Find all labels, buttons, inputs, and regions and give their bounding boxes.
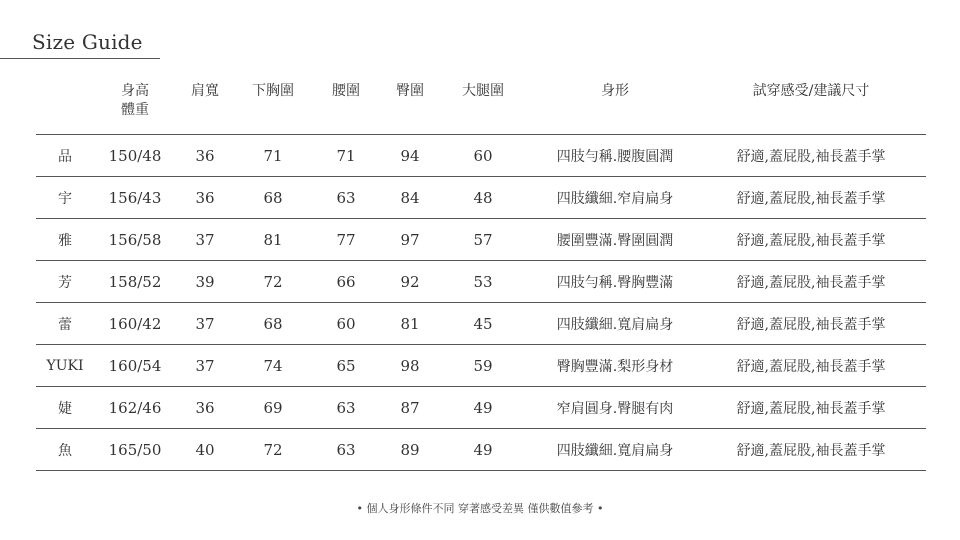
waist-cell: 63 [336, 398, 356, 417]
body-shape-cell: 四肢纖細.窄肩扁身 [556, 190, 674, 207]
thigh-cell: 49 [473, 440, 493, 459]
body-shape-cell: 四肢纖細.寬肩扁身 [556, 442, 674, 459]
fit-cell: 舒適,蓋屁股,袖長蓋手掌 [736, 400, 886, 417]
table-row [36, 387, 926, 429]
shoulder-cell: 37 [195, 230, 215, 249]
table-row [36, 219, 926, 261]
waist-cell: 65 [336, 356, 356, 375]
height-weight-cell: 150/48 [108, 146, 162, 165]
header-fit: 試穿感受/建議尺寸 [752, 83, 870, 99]
table-header [36, 80, 926, 135]
fit-cell: 舒適,蓋屁股,袖長蓋手掌 [736, 274, 886, 291]
height-weight-cell: 160/54 [108, 356, 162, 375]
shoulder-cell: 36 [195, 146, 215, 165]
table-row [36, 177, 926, 219]
body-shape-cell: 四肢勻稱.腰腹圓潤 [556, 148, 674, 165]
header-height: 身高 [121, 83, 149, 99]
table-row [36, 429, 926, 471]
header-shoulder: 肩寬 [191, 83, 219, 99]
underbust-cell: 68 [263, 188, 283, 207]
shoulder-cell: 40 [195, 440, 215, 459]
model-name: 蕾 [58, 316, 72, 333]
height-weight-cell: 165/50 [108, 440, 162, 459]
fit-cell: 舒適,蓋屁股,袖長蓋手掌 [736, 316, 886, 333]
header-body-shape: 身形 [601, 83, 629, 99]
underbust-cell: 68 [263, 314, 283, 333]
table-row [36, 303, 926, 345]
table-row [36, 135, 926, 177]
fit-cell: 舒適,蓋屁股,袖長蓋手掌 [736, 148, 886, 165]
height-weight-cell: 156/43 [108, 188, 162, 207]
height-weight-cell: 162/46 [108, 398, 162, 417]
model-name: 魚 [58, 442, 72, 459]
underbust-cell: 74 [263, 356, 283, 375]
shoulder-cell: 39 [195, 272, 215, 291]
table-row [36, 261, 926, 303]
hip-cell: 98 [400, 356, 420, 375]
thigh-cell: 45 [473, 314, 493, 333]
thigh-cell: 59 [473, 356, 493, 375]
shoulder-cell: 36 [195, 188, 215, 207]
body-shape-cell: 窄肩圓身.臀腿有肉 [556, 400, 674, 417]
hip-cell: 94 [400, 146, 420, 165]
height-weight-cell: 156/58 [108, 230, 162, 249]
header-thigh: 大腿圍 [462, 83, 504, 99]
hip-cell: 97 [400, 230, 420, 249]
fit-cell: 舒適,蓋屁股,袖長蓋手掌 [736, 190, 886, 207]
shoulder-cell: 37 [195, 314, 215, 333]
waist-cell: 77 [336, 230, 356, 249]
thigh-cell: 49 [473, 398, 493, 417]
hip-cell: 87 [400, 398, 420, 417]
fit-cell: 舒適,蓋屁股,袖長蓋手掌 [736, 442, 886, 459]
hip-cell: 81 [400, 314, 420, 333]
body-shape-cell: 四肢纖細.寬肩扁身 [556, 316, 674, 333]
thigh-cell: 53 [473, 272, 493, 291]
underbust-cell: 71 [263, 146, 283, 165]
waist-cell: 71 [336, 146, 356, 165]
header-underbust: 下胸圍 [252, 83, 294, 99]
header-hip: 臀圍 [396, 83, 424, 99]
thigh-cell: 60 [473, 146, 493, 165]
waist-cell: 63 [336, 188, 356, 207]
body-shape-cell: 腰圍豐滿.臀圍圓潤 [556, 232, 674, 249]
height-weight-cell: 158/52 [108, 272, 162, 291]
fit-cell: 舒適,蓋屁股,袖長蓋手掌 [736, 358, 886, 375]
fit-cell: 舒適,蓋屁股,袖長蓋手掌 [736, 232, 886, 249]
page-title: Size Guide [32, 30, 143, 54]
hip-cell: 89 [400, 440, 420, 459]
body-shape-cell: 四肢勻稱.臀胸豐滿 [556, 274, 674, 291]
model-name: 婕 [58, 400, 72, 417]
shoulder-cell: 37 [195, 356, 215, 375]
thigh-cell: 57 [473, 230, 493, 249]
model-name: 雅 [58, 232, 72, 249]
underbust-cell: 81 [263, 230, 283, 249]
model-name: 宇 [58, 190, 72, 207]
waist-cell: 60 [336, 314, 356, 333]
shoulder-cell: 36 [195, 398, 215, 417]
header-weight: 體重 [121, 102, 149, 118]
thigh-cell: 48 [473, 188, 493, 207]
model-name: YUKI [46, 357, 84, 374]
waist-cell: 66 [336, 272, 356, 291]
underbust-cell: 72 [263, 440, 283, 459]
header-height-weight [121, 82, 149, 120]
header-waist: 腰圍 [332, 83, 360, 99]
model-name: 芳 [58, 274, 72, 291]
hip-cell: 92 [400, 272, 420, 291]
table-row [36, 345, 926, 387]
waist-cell: 63 [336, 440, 356, 459]
hip-cell: 84 [400, 188, 420, 207]
footnote: • 個人身形條件不同 穿著感受差異 僅供數值參考 • [356, 502, 604, 515]
body-shape-cell: 臀胸豐滿.梨形身材 [556, 358, 674, 375]
height-weight-cell: 160/42 [108, 314, 162, 333]
model-name: 品 [58, 148, 72, 165]
title-underline [0, 58, 160, 59]
underbust-cell: 69 [263, 398, 283, 417]
size-table [36, 80, 926, 471]
table-body [36, 135, 926, 471]
underbust-cell: 72 [263, 272, 283, 291]
